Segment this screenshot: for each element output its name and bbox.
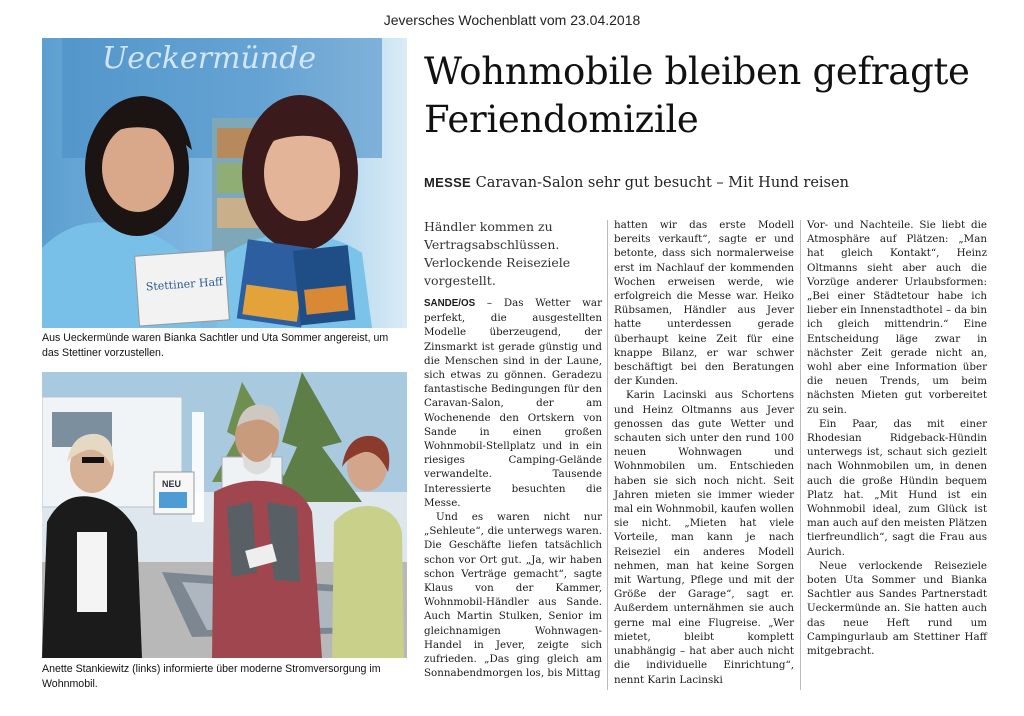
photo-booth-women <box>42 38 407 328</box>
col2-paragraph-1: hatten wir das erste Modell bereits verkauft“, sagte er und betonte, dass sich normalerweise erst im Nachlauf der kommenden Wochen erweisen werde, wie erfolgreich die Messe war. Heiko Rübsamen, Händler aus Jever hatte unterdessen gerade überhaupt keine Zeit für eine knappe Bilanz, er war schwer beschäftigt bei den Beratungen der Kunden. <box>614 219 794 388</box>
photo-power-supply-demo <box>42 372 407 658</box>
col1-paragraph-1 <box>424 296 602 510</box>
col3-paragraph-1: Vor- und Nachteile. Sie liebt die Atmosphäre auf Plätzen: „Man hat gleich Kontakt“, Heinz Oltmanns sieht aber auch die Vorzüge anderer Urlaubsformen: „Bei einer Städtetour habe ich lieber ein Innenstadthotel – da bin ich gleich mittendrin.“ Eine Entscheidung läge zwar in nächster Zeit gerade nicht an, wohl aber eine Information über die neuen Trends, um beim nächsten Mieten gut vorbereitet zu sein. <box>807 219 987 416</box>
col3-paragraph-2: Ein Paar, das mit einer Rhodesian Ridgeback-Hündin unterwegs ist, schaut sich gezielt nach Wohnmobilen um, in denen auch die große Hündin bequem Platz hat. „Mit Hund ist ein Wohnmobil ideal, zum Glück ist man auch auf den meisten Plätzen tierfreundlich“, sagt die Frau aus Aurich. <box>807 417 987 558</box>
brochure-title: Stettiner Haff <box>145 275 224 294</box>
subhead-text: Caravan-Salon sehr gut besucht – Mit Hund reisen <box>475 175 849 191</box>
subhead-kicker: MESSE <box>424 175 472 190</box>
col2-paragraph-2: Karin Lacinski aus Schortens und Heinz Oltmanns aus Jever genossen das gute Wetter und schauten sich unter den rund 100 neuen Wohnwagen und Wohnmobilen um. Entschieden haben sie sich noch nicht. Seit Jahren mieten sie immer wieder mal ein Wohnmobil, kaufen wollen sie nicht. „Mieten hat viele Vorteile, man kann je nach Reiseziel ein anderes Modell nehmen, man hat keine Sorgen mit Wartung, Pflege und mit der Größe der Garage“, sagt er. Außerdem unternähmen sie auch gerne mal eine Flugreise. „Wer mietet, bleibt komplett unabhängig – hat aber auch nicht die individuelle Einrichtung“, nennt Karin Lacinski <box>614 389 794 686</box>
column-rule-1 <box>607 220 608 690</box>
photo2-sign-text: NEU <box>162 479 182 489</box>
teaser: Händler kommen zu Vertragsabschlüssen. Verlockende Reiseziele vorgestellt. <box>424 219 571 288</box>
caption-photo2: Anette Stankiewitz (links) informierte über moderne Stromversorgung im Wohnmobil. <box>42 663 381 690</box>
article-column-3 <box>807 218 987 658</box>
subheadline <box>424 175 1024 191</box>
article-column-1 <box>424 218 602 680</box>
col3-paragraph-3: Neue verlockende Reiseziele boten Uta Sommer und Bianka Sachtler aus Sandes Partnerstadt Ueckermünde an. Sie hatten auch das neue Heft rund um Campingurlaub am Stettiner Haff mitgebracht. <box>807 559 987 658</box>
booth-sign-text: Ueckermünde <box>102 41 317 76</box>
dateline: SANDE/OS <box>424 298 476 309</box>
article-column-2 <box>614 218 794 687</box>
caption-photo1: Aus Ueckermünde waren Bianka Sachtler und Uta Sommer angereist, um das Stettiner vorzustellen. <box>42 332 389 359</box>
col1-p1-text: – Das Wetter war perfekt, die ausgestellten Modelle überzeugend, der Zinsmarkt ist gerade günstig und die Menschen sind in der Laune, sich etwas zu gönnen. Geradezu fantastische Bedingungen für den Caravan-Salon, der am Wochenende den Ortskern von Sande in einen großen Wohnmobil-Stellplatz und in ein riesiges Camping-Gelände verwandelte. Tausende Interessierte besuchten die Messe. <box>424 297 602 509</box>
column-rule-2 <box>800 220 801 690</box>
source-line: Jeversches Wochenblatt vom 23.04.2018 <box>383 12 641 28</box>
col1-paragraph-2: Und es waren nicht nur „Sehleute“, die unterwegs waren. Die Geschäfte liefen tatsächlich schon vor Ort gut. „Ja, wir haben schon Verträge gemacht“, sagte Klaus von der Kammer, Wohnmobil-Händler aus Sande. Auch Martin Stulken, Senior im gleichnamigen Wohnwagen-Handel in Jever, zeigte sich zufrieden. „Das ging gleich am Sonnabendmorgen los, bis Mittag <box>424 511 602 680</box>
headline: Wohnmobile bleiben gefragte Feriendomizile <box>424 50 970 141</box>
